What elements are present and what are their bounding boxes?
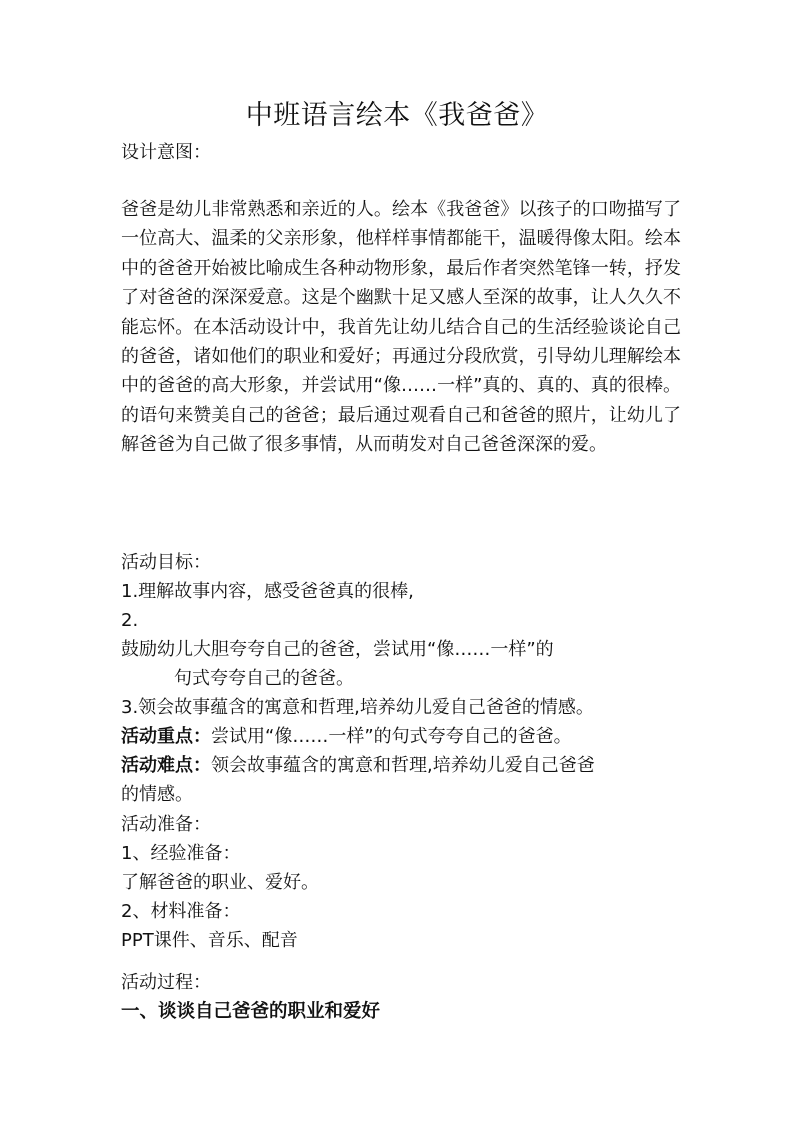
preparation-section	[121, 810, 681, 955]
difficulty-text-2: 的情感。	[121, 784, 193, 805]
difficulty-label: 活动难点：	[121, 755, 211, 776]
goal-item-2-line-2: 句式夸夸自己的爸爸。	[174, 668, 354, 689]
preparation-item-1-text: 了解爸爸的职业、爱好。	[121, 872, 319, 893]
preparation-item-1-label: 1、经验准备：	[121, 843, 241, 864]
difficulty-line-1	[121, 751, 681, 780]
preparation-heading: 活动准备：	[121, 814, 211, 835]
goal-item-3: 3.领会故事蕴含的寓意和哲理,培养幼儿爱自己爸爸的情感。	[121, 697, 594, 718]
difficulty-text-1: 领会故事蕴含的寓意和哲理,培养幼儿爱自己爸爸	[211, 755, 595, 776]
key-point-label: 活动重点：	[121, 726, 211, 747]
document-title: 中班语言绘本《我爸爸》	[245, 100, 549, 131]
design-intent-paragraph: 爸爸是幼儿非常熟悉和亲近的人。绘本《我爸爸》以孩子的口吻描写了一位高大、温柔的父亲形象，他样样事情都能干，温暖得像太阳。绘本中的爸爸开始被比喻成生各种动物形象，最后作者突然笔锋一转，抒发了对爸爸的深深爱意。这是个幽默十足又感人至深的故事，让人久久不能忘怀。在本活动设计中，我首先让幼儿结合自己的生活经验谈论自己的爸爸，诸如他们的职业和爱好；再通过分段欣赏，引导幼儿理解绘本中的爸爸的高大形象，并尝试用“像……一样”真的、真的、真的很棒。的语句来赞美自己的爸爸；最后通过观看自己和爸爸的照片，让幼儿了解爸爸为自己做了很多事情，从而萌发对自己爸爸深深的爱。	[121, 199, 681, 456]
key-point-line	[121, 722, 681, 751]
goal-item-2-line-1: 鼓励幼儿大胆夸夸自己的爸爸，尝试用“像……一样”的	[121, 639, 554, 660]
difficulty-section	[121, 751, 681, 809]
process-step-1: 一、谈谈自己爸爸的职业和爱好	[121, 1001, 381, 1022]
key-point-section	[121, 722, 681, 751]
process-heading: 活动过程：	[121, 972, 211, 993]
preparation-item-2-text: PPT课件、音乐、配音	[121, 930, 298, 951]
process-section	[121, 968, 681, 1026]
goals-heading: 活动目标：	[121, 552, 211, 573]
goal-item-2-number: 2.	[121, 610, 139, 631]
design-intent-section	[121, 195, 681, 460]
design-intent-heading: 设计意图：	[121, 142, 211, 163]
goals-section	[121, 548, 681, 722]
goal-item-1: 1.理解故事内容，感受爸爸真的很棒,	[121, 581, 414, 602]
preparation-item-2-label: 2、材料准备：	[121, 901, 241, 922]
key-point-text: 尝试用“像……一样”的句式夸夸自己的爸爸。	[211, 726, 572, 747]
